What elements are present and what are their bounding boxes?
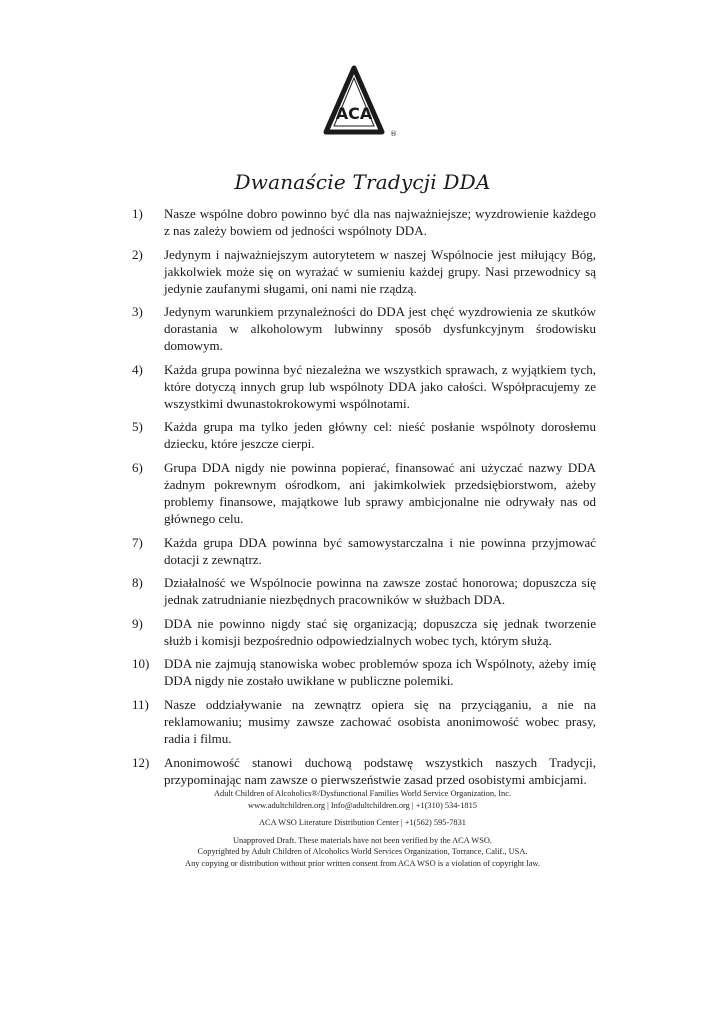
tradition-number: 2) [132,246,143,262]
footer-org: Adult Children of Alcoholics®/Dysfunctional Families World Service Organization, Inc. [213,789,512,798]
tradition-number: 3) [132,304,143,320]
tradition-item [132,574,596,608]
tradition-number: 5) [132,419,143,435]
registered-mark: ® [390,130,397,138]
tradition-number: 4) [132,361,143,377]
tradition-item [132,246,596,297]
tradition-text: Jedynym warunkiem przynależności do DDA jest chęć wyzdrowienia ze skutków dorastania w alkoholowym lubwinny sposób dysfunkcyjnym środowisku domowym. [164,304,596,354]
tradition-text: Każda grupa DDA powinna być samowystarczalna i nie powinna przyjmować dotacji z zewnątrz. [164,534,596,567]
tradition-text: Każda grupa powinna być niezależna we wszystkich sprawach, z wyjątkiem tych, które dotyczą innych grup lub wspólnoty DDA jako całości. Współpracujemy ze wszystkimi dwunastokrokowymi wspólnotami. [164,361,596,411]
traditions-list [132,205,596,794]
tradition-number: 10) [132,656,150,672]
tradition-item [132,361,596,412]
footer-distribution: ACA WSO Literature Distribution Center | +1(562) 595-7831 [259,818,466,827]
tradition-text: Działalność we Wspólnocie powinna na zawsze zostać honorowa; dopuszcza się jednak zatrudnianie niezbędnych pracowników w służbach DDA. [164,575,596,608]
tradition-number: 1) [132,206,143,221]
tradition-text: Nasze wspólne dobro powinno być dla nas najważniejsze; wyzdrowienie każdego z nas zależy bowiem od jedności wspólnoty DDA. [164,206,596,238]
tradition-text: Każda grupa ma tylko jeden główny cel: nieść posłanie wspólnoty dorosłemu dziecku, które jeszcze cierpi. [164,419,596,452]
tradition-item [132,655,596,689]
aca-logo-icon [320,64,406,142]
tradition-text: Jedynym i najważniejszym autorytetem w naszej Wspólnocie jest miłujący Bóg, jakkolwiek może się on wyrażać w sumieniu każdej grupy. Nasi przewodnicy są jedynie zaufanymi sługami, oni nami nie rządzą. [164,246,596,296]
tradition-number: 6) [132,459,143,475]
tradition-item [132,754,596,788]
tradition-number: 11) [132,696,149,712]
tradition-number: 12) [132,754,150,770]
tradition-item [132,303,596,354]
tradition-text: Grupa DDA nigdy nie powinna popierać, finansować ani użyczać nazwy DDA żadnym pokrewnym ośrodkom, ani jakimkolwiek przedsiębiorstwom, ażeby problemy finansowe, majątkowe lub sprawy ambicjonalne nie odrywały nas od głównego celu. [164,459,596,526]
tradition-number: 8) [132,575,143,591]
page-title: Dwanaście Tradycji DDA [234,170,491,194]
tradition-text: Nasze oddziaływanie na zewnątrz opiera się na przyciąganiu, a nie na reklamowaniu; musimy zawsze zachować osobista anonimowość wobec prasy, radia i filmu. [164,696,596,746]
tradition-number: 7) [132,534,143,550]
tradition-item [132,459,596,527]
tradition-item [132,534,596,568]
footer-copyright: Copyrighted by Adult Children of Alcoholics World Services Organization, Torrance, Calif., USA. [197,847,528,856]
tradition-item [132,418,596,452]
tradition-item [132,696,596,747]
tradition-item [132,615,596,649]
tradition-text: Anonimowość stanowi duchową podstawę wszystkich naszych Tradycji, przypominając nam zawsze o pierwszeństwie zasad przed osobistymi ambicjami. [164,754,596,787]
tradition-text: DDA nie zajmują stanowiska wobec problemów spoza ich Wspólnoty, ażeby imię DDA nigdy nie zostało uwikłane w publiczne polemiki. [164,656,596,689]
aca-logo-letters: ACA [335,104,373,123]
footer-draft: Unapproved Draft. These materials have not been verified by the ACA WSO. [232,835,492,845]
footer-contact: www.adultchildren.org | Info@adultchildren.org | +1(310) 534-1815 [248,800,477,810]
tradition-number: 9) [132,615,143,631]
tradition-text: DDA nie powinno nigdy stać się organizacją; dopuszcza się jednak tworzenie służb i komisji bezpośrednio odpowiedzialnych wobec tych, którym służą. [164,615,596,648]
tradition-item [132,205,596,239]
footer-notice: Any copying or distribution without prior written consent from ACA WSO is a violation of copyright law. [185,858,540,868]
footer [0,788,725,869]
